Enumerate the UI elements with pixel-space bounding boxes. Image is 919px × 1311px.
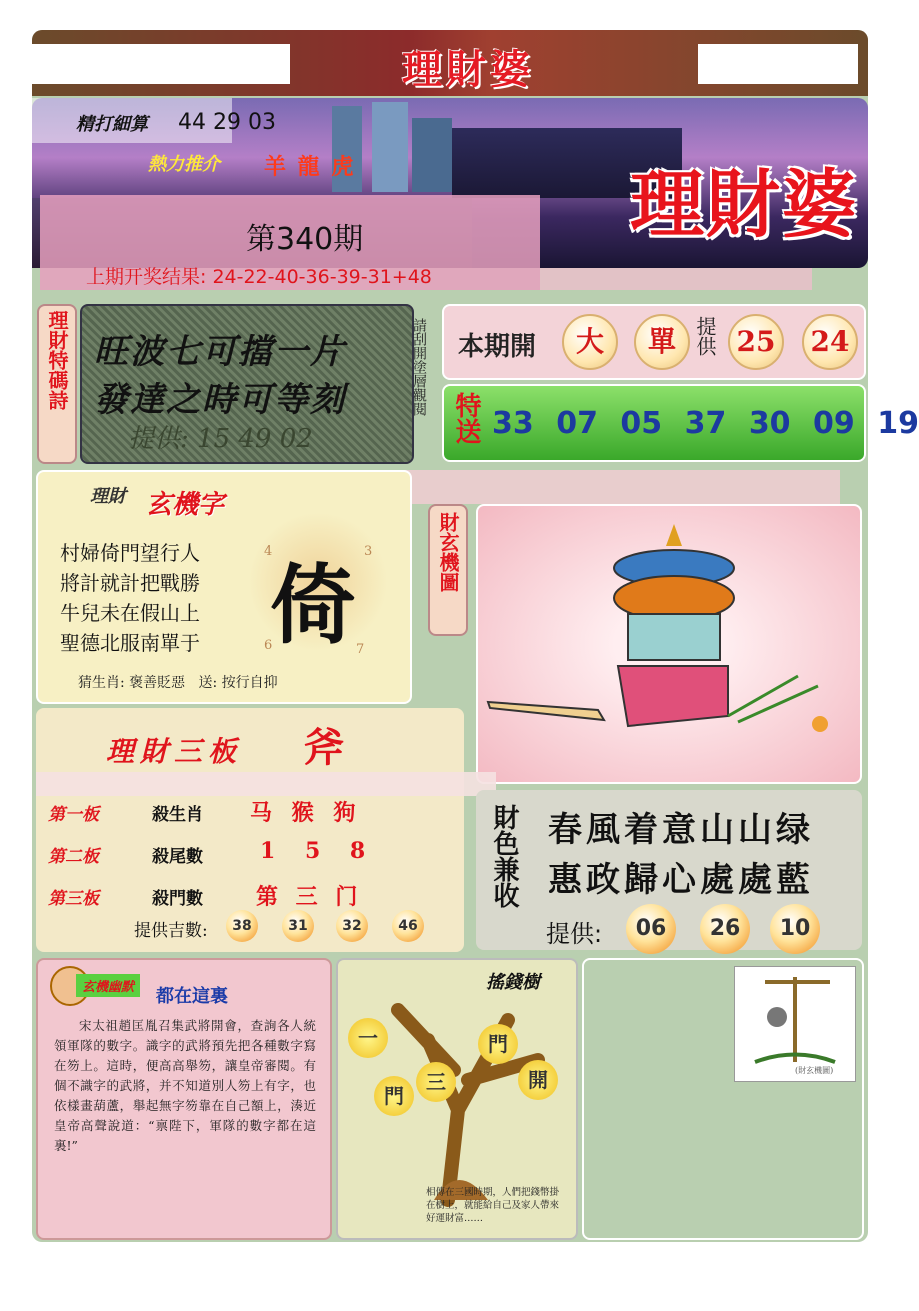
special-number: 37 (684, 406, 727, 441)
tree-fruit: 門 (374, 1076, 414, 1116)
board-kind: 殺尾數 (152, 847, 203, 867)
lucky-label: 提供吉數: (134, 921, 208, 941)
special-number: 30 (748, 406, 791, 441)
top-bar (32, 30, 868, 96)
humor-story: 宋太祖趙匡胤召集武將開會，查詢各人統領軍隊的數字。識字的武將預先把各種數字寫在笏上。這時，便高高舉笏，讓皇帝審閱。有個不識字的武將，并不知道別人笏上有字，也依樣畫葫蘆，舉起無字笏靠在自己額上，湊近皇帝高聲說道：“禀陛下，軍隊的數字都在這裏!” (54, 1018, 316, 1153)
mystic-picture (476, 504, 862, 784)
picture-side-label: 財玄機圖 (436, 512, 460, 592)
mystic-line: 聖德北服南單于 (60, 631, 200, 655)
tree-fruit: 一 (348, 1018, 388, 1058)
cartoon-image (734, 966, 856, 1082)
mystic-prefix: 理財 (90, 486, 126, 507)
tree-fruit: 開 (518, 1060, 558, 1100)
corner-num: 4 (264, 544, 273, 559)
humor-badge: 玄機幽默 (76, 974, 140, 997)
provide-num-1: 25 (728, 314, 784, 370)
special-label: 特送 (451, 392, 481, 444)
hot-pick-value: 羊 龍 虎 (264, 154, 356, 180)
last-result: 上期开奖结果: 24-22-40-36-39-31+48 (86, 266, 432, 288)
special-number: 33 (492, 406, 534, 441)
board-label: 第一板 (48, 805, 99, 825)
humor-panel (36, 958, 332, 1240)
couplet-panel (476, 790, 862, 950)
mystic-panel (36, 470, 412, 704)
money-tree-caption: 相傳在三國時期，人們把錢幣掛在樹上，就能給自己及家人帶來好運財富…… (426, 1187, 560, 1224)
tree-fruit: 三 (416, 1062, 456, 1102)
poem-side-label-box (37, 304, 77, 464)
provide-num-2: 24 (802, 314, 858, 370)
couplet-number: 10 (770, 904, 820, 954)
lucky-number: 32 (336, 910, 368, 942)
mystic-line: 村婦倚門望行人 (60, 541, 200, 565)
this-period-panel (442, 304, 866, 380)
board-kind: 殺生肖 (152, 805, 203, 825)
board-value: 1 5 8 (260, 838, 366, 864)
special-panel (442, 384, 919, 462)
poem-line-1: 旺波七可擋一片 (94, 332, 346, 372)
humor-title: 都在這裏 (156, 986, 228, 1007)
top-title: 理財婆 (402, 46, 534, 93)
corner-num: 6 (264, 638, 273, 653)
poem-scratch-panel (80, 304, 414, 464)
lucky-number: 38 (226, 910, 258, 942)
mystic-footer: 猜生肖: 褒善貶惡 送: 按行自抑 (78, 675, 278, 691)
special-number: 19 (877, 406, 919, 441)
poem-provide: 提供: 15 49 02 (128, 424, 313, 454)
lucky-number: 46 (392, 910, 424, 942)
mystic-big-char: 倚 (270, 556, 356, 656)
board-label: 第二板 (48, 847, 99, 867)
fine-calc-value: 44 29 03 (178, 110, 276, 135)
special-number: 05 (620, 406, 663, 441)
couplet-number: 26 (700, 904, 750, 954)
mystic-title: 玄機字 (146, 490, 225, 520)
couplet-line-2: 惠政歸心處處藍 (548, 860, 814, 900)
picture-side-label-box (428, 504, 468, 636)
poem-side-label: 理財特碼詩 (45, 310, 69, 410)
couplet-provide-label: 提供: (546, 920, 603, 948)
corner-num: 7 (356, 642, 365, 657)
provide-label: 提供 (693, 316, 717, 356)
special-numbers (492, 406, 919, 441)
pink-strip (380, 470, 840, 504)
scratch-note: 請刮開塗層觀閱 (411, 318, 427, 416)
special-number: 09 (813, 406, 855, 441)
three-boards-title: 理財三板 (106, 735, 243, 768)
single-badge: 單 (634, 314, 690, 370)
couplet-side-label: 財色兼收 (489, 804, 519, 908)
mystic-line: 將計就計把戰勝 (60, 571, 200, 595)
tree-fruit: 門 (478, 1024, 518, 1064)
couplet-line-1: 春風着意山山绿 (548, 810, 814, 850)
couplet-number: 06 (626, 904, 676, 954)
money-tree-panel (336, 958, 578, 1240)
issue-box-tail (540, 268, 812, 290)
special-number: 07 (556, 406, 598, 441)
big-badge: 大 (562, 314, 618, 370)
money-tree-title: 搖錢樹 (486, 972, 540, 993)
corner-num: 3 (364, 544, 373, 559)
lucky-number: 31 (282, 910, 314, 942)
three-boards-title-char: 斧 (304, 724, 344, 771)
mystic-line: 牛兒未在假山上 (60, 601, 200, 625)
mystic-lines (60, 538, 200, 658)
pagoda-drawing (478, 506, 860, 782)
cartoon-panel (582, 958, 864, 1240)
cartoon-drawing (735, 967, 855, 1081)
this-period-label: 本期開 (458, 332, 537, 362)
hot-pick-label: 熱力推介 (148, 154, 220, 175)
board-value: 第 三 门 (256, 884, 358, 910)
board-label: 第三板 (48, 889, 99, 909)
three-boards-panel (36, 708, 464, 952)
board-value: 马 猴 狗 (250, 800, 356, 826)
issue-number: 第340期 (246, 222, 364, 257)
poem-line-2: 發達之時可等刻 (94, 380, 346, 420)
board-kind: 殺門數 (152, 889, 203, 909)
fine-calc-label: 精打細算 (76, 114, 148, 135)
banner-title: 理財婆 (630, 162, 858, 248)
cartoon-caption: (財玄機圖) (795, 1066, 834, 1075)
